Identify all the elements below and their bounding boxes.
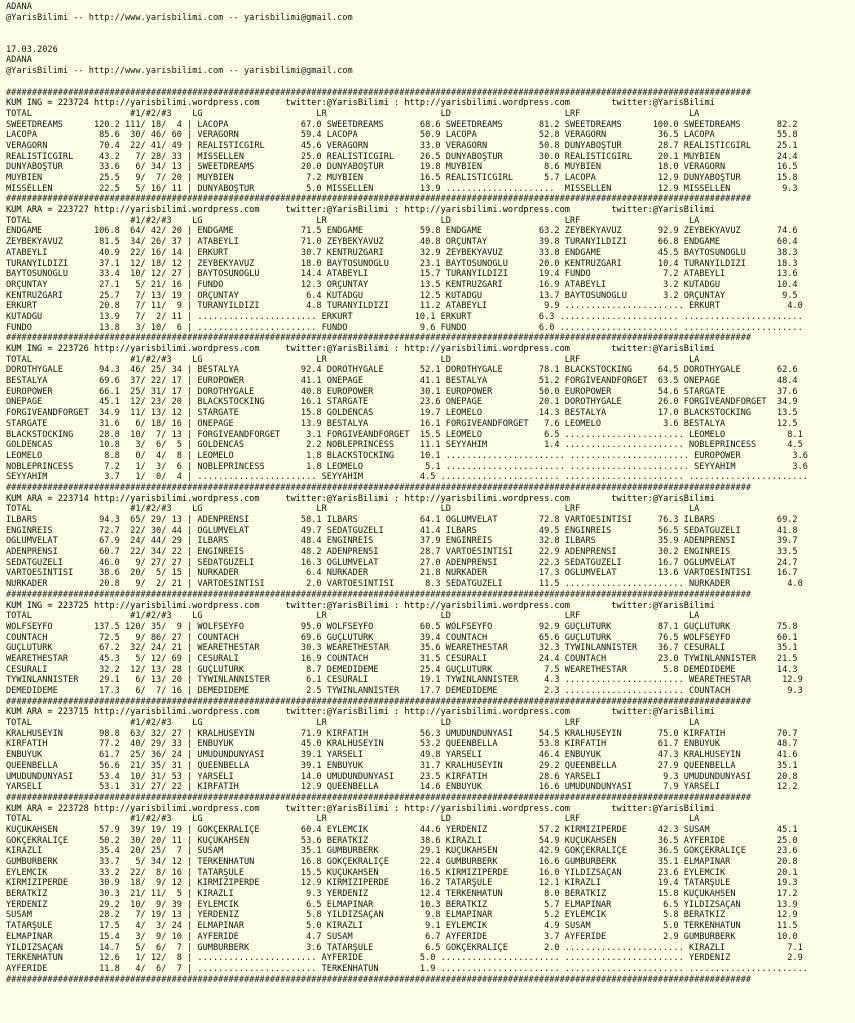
separator-line: ################################################################################################################################################ [6,194,752,205]
credits-line: @YarisBilimi -- http://www.yarisbilimi.com -- yarisbilimi@gmail.com [6,12,353,23]
result-row: ENDGAME 106.8 64/ 42/ 20 | ENDGAME 71.5 ENDGAME 59.8 ENDGAME 63.2 ZEYBEKYAVUZ 92.9 ZEYBEKYAVUZ 74.6 [6,226,798,237]
column-header: TOTAL #1/#2/#3 LG LR LD LRF LA [6,354,700,365]
result-row: KENTRÜZGARI 25.7 7/ 13/ 19 | ORÇUNTAY 6.4 KUTADGU 12.5 KUTADGU 13.7 BAYTOSUNOĞLU 3.2 ORÇUNTAY 9.5 [6,290,798,301]
race-header: KUM ARA = 223727 http://yarisbilimi.wordpress.com twitter:@YarisBilimi : http://yarisbilimi.wordpress.com twitter:@YarisBilimi [6,205,715,216]
result-row: AYFERİDE 11.8 4/ 6/ 7 | ....................... TERKENHATUN 1.9 ....................... ....................... ....................... [6,963,808,974]
result-row: TYWINLANNISTER 29.1 6/ 13/ 20 | TYWINLANNISTER 6.1 CESURALİ 19.1 TYWINLANNISTER 4.3 ....................... WEARETHESTAR 12.9 [6,675,803,686]
result-row: KÜÇÜKAHSEN 57.9 39/ 19/ 19 | GÖKÇEKRALİÇE 60.4 EYLEMCİK 44.6 YERDENİZ 57.2 KIRMIZIPERDE 42.3 SUSAM 45.1 [6,824,798,835]
result-row: YARSELİ 53.1 31/ 27/ 22 | KIRFATİH 12.9 QUEENBELLA 14.6 ENBÜYÜK 16.6 UMUDUNDÜNYASI 7.9 YARSELİ 12.2 [6,782,798,793]
result-row: ERKURT 20.8 7/ 11/ 9 | TURANYILDIZI 4.8 TURANYILDIZI 11.2 ATABEYLİ 9.9 ....................... ERKURT 4.0 [6,301,803,312]
result-row: EUROPOWER 66.1 25/ 31/ 17 | DOROTHYGALE 40.8 EUROPOWER 30.1 EUROPOWER 50.0 EUROPOWER 54.6 STARGATE 37.6 [6,386,798,397]
result-row: KIRAZLI 35.4 20/ 25/ 7 | SUSAM 35.1 GÜMBÜRBERK 29.1 KÜÇÜKAHSEN 42.9 GÖKÇEKRALİÇE 36.5 GÖKÇEKRALİÇE 23.6 [6,846,798,857]
result-row: DÜNYABOŞTUR 33.6 6/ 34/ 13 | SWEETDREAMS 20.0 DÜNYABOŞTUR 19.8 MUYBIEN 8.6 MUYBIEN 18.0 VERAGORN 16.5 [6,162,798,173]
result-row: STARGATE 31.6 6/ 18/ 16 | ONEPAGE 13.9 BESTALYA 16.1 FORGIVEANDFORGET 7.6 LEOMELO 3.6 BESTALYA 12.5 [6,418,798,429]
result-row: GÜÇLÜTÜRK 67.2 32/ 24/ 21 | WEARETHESTAR 30.3 WEARETHESTAR 35.6 WEARETHESTAR 32.3 TYWINLANNISTER 36.7 CESURALİ 35.1 [6,643,798,654]
result-row: ZEYBEKYAVUZ 81.5 34/ 26/ 37 | ATABEYLİ 71.0 ZEYBEKYAVUZ 40.8 ORÇUNTAY 39.8 TURANYILDIZI 66.8 ENDGAME 60.4 [6,237,798,248]
column-header: TOTAL #1/#2/#3 LG LR LD LRF LA [6,504,700,515]
result-row: BLACKSTOCKING 28.8 10/ 7/ 13 | FORGIVEANDFORGET 3.1 FORGIVEANDFORGET 15.5 LEOMELO 6.5 ....................... LEOMELO 8.1 [6,429,803,440]
result-row: TURANYILDIZI 37.1 12/ 18/ 12 | ZEYBEKYAVUZ 18.0 BAYTOSUNOĞLU 23.1 BAYTOSUNOĞLU 20.0 KENTRÜZGARI 10.4 TURANYILDIZI 18.3 [6,258,798,269]
result-row: DOROTHYGALE 94.3 46/ 25/ 34 | BESTALYA 92.4 DOROTHYGALE 52.1 DOROTHYGALE 78.1 BLACKSTOCKING 64.5 DOROTHYGALE 62.6 [6,365,798,376]
date-line: 17.03.2026 [6,44,58,55]
separator-line: ################################################################################################################################################ [6,87,752,98]
result-row: KUTADGU 13.9 7/ 2/ 11 | ....................... ERKURT 10.1 ERKURT 6.3 ....................... ....................... [6,311,803,322]
result-row: OĞLUMVELAT 67.9 24/ 44/ 29 | İLBARS 48.4 ENGINREİS 37.9 ENGINREİS 32.8 İLBARS 35.9 ADENPRENSİ 39.7 [6,536,798,547]
result-row: MISSELLEN 22.5 5/ 16/ 11 | DÜNYABOŞTUR 5.0 MISSELLEN 13.9 ..................... MISSELLEN 12.9 MISSELLEN 9.3 [6,183,798,194]
result-row: SEDATGÜZELİ 46.0 9/ 27/ 27 | SEDATGÜZELİ 16.3 OĞLUMVELAT 27.0 ADENPRENSİ 22.3 SEDATGÜZELİ 16.7 OĞLUMVELAT 24.7 [6,557,798,568]
result-row: ENGINREİS 72.7 22/ 30/ 44 | OĞLUMVELAT 49.7 SEDATGÜZELİ 41.4 İLBARS 49.5 ENGINREİS 56.5 SEDATGÜZELİ 41.8 [6,525,798,536]
result-row: BESTALYA 69.6 37/ 22/ 17 | EUROPOWER 41.1 ONEPAGE 41.1 BESTALYA 51.2 FORGIVEANDFORGET 63.5 ONEPAGE 48.4 [6,376,798,387]
result-row: GOLDENCAS 10.8 3/ 6/ 5 | GOLDENCAS 2.2 NOBLEPRINCESS 11.1 SEYYAHIM 1.4 ....................... NOBLEPRINCESS 4.5 [6,440,803,451]
separator-line: ################################################################################################################################################ [6,589,752,600]
result-row: YILDIZSAÇAN 14.7 5/ 6/ 7 | GÜMBÜRBERK 3.6 TATARŞULE 6.5 GÖKÇEKRALİÇE 2.0 ....................... KIRAZLI 7.1 [6,942,803,953]
race-list [6,88,855,986]
result-row: KRALHÜSEYİN 98.8 63/ 32/ 27 | KRALHÜSEYİN 71.9 KIRFATİH 56.3 UMUDUNDÜNYASI 54.5 KRALHÜSEYİN 75.0 KIRFATİH 70.7 [6,728,798,739]
result-row: LEOMELO 8.8 0/ 4/ 8 | LEOMELO 1.8 BLACKSTOCKING 10.1 ....................... ....................... EUROPOWER 3.6 [6,450,808,461]
separator-line: ################################################################################################################################################ [6,974,752,985]
result-row: ENBÜYÜK 61.7 25/ 36/ 24 | UMUDUNDÜNYASI 39.1 YARSELİ 49.8 YARSELİ 46.4 ENBÜYÜK 47.3 KRALHÜSEYİN 41.6 [6,750,798,761]
result-row: YERDENİZ 29.2 10/ 9/ 39 | EYLEMCİK 6.5 ELMAPINAR 10.3 BERATKIZ 5.7 ELMAPINAR 6.5 YILDIZSAÇAN 13.9 [6,899,798,910]
city-line: ADANA [6,2,32,12]
result-row: NOBLEPRINCESS 7.2 1/ 3/ 6 | NOBLEPRINCESS 1.8 LEOMELO 5.1 ....................... ....................... SEYYAHIM 3.6 [6,461,808,472]
race-header: KUM ARA = 223714 http://yarisbilimi.wordpress.com twitter:@YarisBilimi : http://yarisbilimi.wordpress.com twitter:@YarisBilimi [6,493,715,504]
result-row: SWEETDREAMS 120.2 111/ 18/ 4 | LACOPA 67.0 SWEETDREAMS 68.6 SWEETDREAMS 81.2 SWEETDREAMS 100.0 SWEETDREAMS 82.2 [6,119,798,130]
result-row: İLBARS 94.3 65/ 29/ 13 | ADENPRENSİ 58.1 İLBARS 64.1 OĞLUMVELAT 72.8 VARTOESİNTİSİ 76.3 İLBARS 69.2 [6,515,798,525]
separator-line: ################################################################################################################################################ [6,482,752,493]
result-row: TERKENHATUN 12.6 1/ 12/ 8 | ....................... AYFERİDE 5.0 ....................... ....................... YERDENİZ 2.9 [6,953,803,964]
race-header: KUM ARA = 223715 http://yarisbilimi.wordpress.com twitter:@YarisBilimi : http://yarisbilimi.wordpress.com twitter:@YarisBilimi [6,707,715,718]
result-row: SUSAM 28.2 7/ 19/ 13 | YERDENİZ 5.8 YILDIZSAÇAN 9.8 ELMAPINAR 5.2 EYLEMCİK 5.8 BERATKIZ 12.9 [6,910,798,921]
result-row: REALISTICGIRL 43.2 7/ 28/ 33 | MISSELLEN 25.0 REALISTICGIRL 26.5 DÜNYABOŞTUR 30.0 REALISTICGIRL 20.1 MUYBIEN 24.4 [6,151,798,162]
race-header: KUM ING = 223726 http://yarisbilimi.wordpress.com twitter:@YarisBilimi : http://yarisbilimi.wordpress.com twitter:@YarisBilimi [6,344,715,354]
result-row: EYLEMCİK 33.2 22/ 8/ 16 | TATARŞULE 15.5 KÜÇÜKAHSEN 16.5 KIRMIZIPERDE 16.0 YILDIZSAÇAN 23.6 EYLEMCİK 20.1 [6,867,798,878]
city-line-2: ADANA [6,55,32,66]
result-row: GÜMBÜRBERK 33.7 5/ 34/ 12 | TERKENHATUN 16.8 GÖKÇEKRALİÇE 22.4 GÜMBÜRBERK 16.6 GÜMBÜRBERK 35.1 ELMAPINAR 20.8 [6,857,798,867]
result-row: FORGIVEANDFORGET 34.9 11/ 13/ 12 | STARGATE 15.8 GOLDENCAS 19.7 LEOMELO 14.3 BESTALYA 17.0 BLACKSTOCKING 13.5 [6,408,798,419]
result-row: ATABEYLİ 40.9 22/ 16/ 14 | ERKURT 30.7 KENTRÜZGARI 32.9 ZEYBEKYAVUZ 33.8 ENDGAME 45.5 BAYTOSUNOĞLU 38.3 [6,247,798,258]
blank-line [6,77,855,88]
result-row: KIRMIZIPERDE 30.9 18/ 9/ 12 | KIRMIZIPERDE 12.9 KIRMIZIPERDE 16.2 TATARŞULE 12.1 KIRAZLI 19.4 TATARŞULE 19.3 [6,878,798,889]
column-header: TOTAL #1/#2/#3 LG LR LD LRF LA [6,718,700,729]
result-row: MUYBIEN 25.5 9/ 7/ 20 | MUYBIEN 7.2 MUYBIEN 16.5 REALISTICGIRL 5.7 LACOPA 12.9 DÜNYABOŞTUR 15.8 [6,173,798,183]
result-row: BAYTOSUNOĞLU 33.4 10/ 12/ 27 | BAYTOSUNOĞLU 14.4 ATABEYLİ 15.7 TURANYILDIZI 19.4 FUNDO 7.2 ATABEYLİ 13.6 [6,269,798,280]
result-row: CESURALİ 32.2 12/ 13/ 28 | GÜÇLÜTÜRK 8.7 DEMEDİDEME 25.4 GÜÇLÜTÜRK 7.5 WEARETHESTAR 5.8 DEMEDİDEME 14.3 [6,664,798,675]
result-row: BERATKIZ 30.3 21/ 11/ 5 | KIRAZLI 9.3 YERDENİZ 12.4 TERKENHATUN 8.0 BERATKIZ 15.8 KÜÇÜKAHSEN 17.2 [6,889,798,900]
race-header: KUM ING = 223725 http://yarisbilimi.wordpress.com twitter:@YarisBilimi : http://yarisbilimi.wordpress.com twitter:@YarisBilimi [6,600,715,611]
result-row: ADENPRENSİ 60.7 22/ 34/ 22 | ENGINREİS 48.2 ADENPRENSİ 28.7 VARTOESİNTİSİ 22.9 ADENPRENSİ 30.2 ENGINREİS 33.5 [6,547,798,558]
result-row: ORÇUNTAY 27.1 5/ 21/ 16 | FUNDO 12.3 ORÇUNTAY 13.5 KENTRÜZGARI 16.9 ATABEYLİ 3.2 KUTADGU 10.4 [6,279,798,290]
separator-line: ################################################################################################################################################ [6,696,752,707]
result-row: GÖKÇEKRALİÇE 50.2 30/ 20/ 11 | KÜÇÜKAHSEN 53.6 BERATKIZ 38.6 KIRAZLI 54.9 KÜÇÜKAHSEN 36.5 AYFERİDE 25.0 [6,835,798,846]
result-row: WOLFSEYFO 137.5 120/ 35/ 9 | WOLFSEYFO 95.0 WOLFSEYFO 60.5 WOLFSEYFO 92.9 GÜÇLÜTÜRK 87.1 GÜÇLÜTÜRK 75.8 [6,621,798,632]
race-header: KUM ING = 223724 http://yarisbilimi.wordpress.com twitter:@YarisBilimi : http://yarisbilimi.wordpress.com twitter:@YarisBilimi [6,98,715,109]
separator-line: ################################################################################################################################################ [6,333,752,344]
result-row: LACOPA 85.6 30/ 46/ 60 | VERAGORN 59.4 LACOPA 50.9 LACOPA 52.8 VERAGORN 36.5 LACOPA 55.8 [6,130,798,141]
column-header: TOTAL #1/#2/#3 LG LR LD LRF LA [6,814,700,825]
result-row: ONEPAGE 45.1 12/ 23/ 20 | BLACKSTOCKING 16.1 STARGATE 23.6 ONEPAGE 20.1 DOROTHYGALE 26.0 FORGIVEANDFORGET 34.9 [6,397,798,408]
result-row: DEMEDİDEME 17.3 6/ 7/ 16 | DEMEDİDEME 2.5 TYWINLANNISTER 17.7 DEMEDİDEME 2.3 ....................... COUNTACH 9.3 [6,686,803,696]
result-row: NURKADER 20.8 9/ 2/ 21 | VARTOESİNTİSİ 2.0 VARTOESİNTİSİ 8.3 SEDATGÜZELİ 11.5 ....................... NURKADER 4.0 [6,579,803,590]
result-row: UMUDUNDÜNYASI 53.4 10/ 31/ 53 | YARSELİ 14.0 UMUDUNDÜNYASI 23.5 KIRFATİH 28.6 YARSELİ 9.3 UMUDUNDÜNYASI 20.8 [6,771,798,782]
result-row: VERAGORN 70.4 22/ 41/ 49 | REALISTICGIRL 45.6 VERAGORN 33.0 VERAGORN 50.8 DÜNYABOŞTUR 28.7 REALISTICGIRL 25.1 [6,140,798,151]
result-row: WEARETHESTAR 45.3 5/ 12/ 69 | CESURALİ 16.9 COUNTACH 31.5 CESURALİ 24.4 COUNTACH 23.0 TYWINLANNISTER 21.5 [6,653,798,664]
result-row: FUNDO 13.8 3/ 10/ 6 | ....................... FUNDO 9.6 FUNDO 6.0 ....................... ....................... [6,322,803,333]
credits-line-2: @YarisBilimi -- http://www.yarisbilimi.com -- yarisbilimi@gmail.com [6,66,353,77]
race-header: KUM ARA = 223728 http://yarisbilimi.wordpress.com twitter:@YarisBilimi : http://yarisbilimi.wordpress.com twitter:@YarisBilimi [6,803,715,814]
result-row: SEYYAHIM 3.7 1/ 0/ 4 | ....................... SEYYAHIM 4.5 ....................... ....................... ....................... [6,472,808,483]
result-row: KIRFATİH 77.2 40/ 29/ 33 | ENBÜYÜK 45.0 KRALHÜSEYİN 53.2 QUEENBELLA 53.8 KIRFATİH 61.7 ENBÜYÜK 48.7 [6,739,798,750]
result-row: COUNTACH 72.5 9/ 86/ 27 | COUNTACH 69.6 GÜÇLÜTÜRK 39.4 COUNTACH 65.6 GÜÇLÜTÜRK 76.5 WOLFSEYFO 60.1 [6,632,798,643]
result-row: TATARŞULE 17.5 4/ 3/ 24 | ELMAPINAR 5.0 KIRAZLI 9.1 EYLEMCİK 4.9 SUSAM 5.0 TERKENHATUN 11.5 [6,921,798,932]
separator-line: ################################################################################################################################################ [6,792,752,803]
blank-line [6,34,855,45]
result-row: QUEENBELLA 56.6 21/ 35/ 31 | QUEENBELLA 39.1 ENBÜYÜK 31.7 KRALHÜSEYİN 29.2 QUEENBELLA 27.9 QUEENBELLA 35.1 [6,760,798,771]
result-row: VARTOESİNTİSİ 38.6 20/ 5/ 15 | NURKADER 6.4 NURKADER 21.8 NURKADER 17.3 OĞLUMVELAT 13.6 VARTOESİNTİSİ 16.7 [6,568,798,579]
blank-line [6,23,855,34]
result-row: ELMAPINAR 15.4 3/ 9/ 10 | AYFERİDE 4.7 SUSAM 6.7 AYFERİDE 3.7 AYFERİDE 2.9 GÜMBÜRBERK 10.0 [6,931,798,942]
column-header: TOTAL #1/#2/#3 LG LR LD LRF LA [6,215,700,226]
column-header: TOTAL #1/#2/#3 LG LR LD LRF LA [6,108,700,119]
column-header: TOTAL #1/#2/#3 LG LR LD LRF LA [6,611,700,622]
